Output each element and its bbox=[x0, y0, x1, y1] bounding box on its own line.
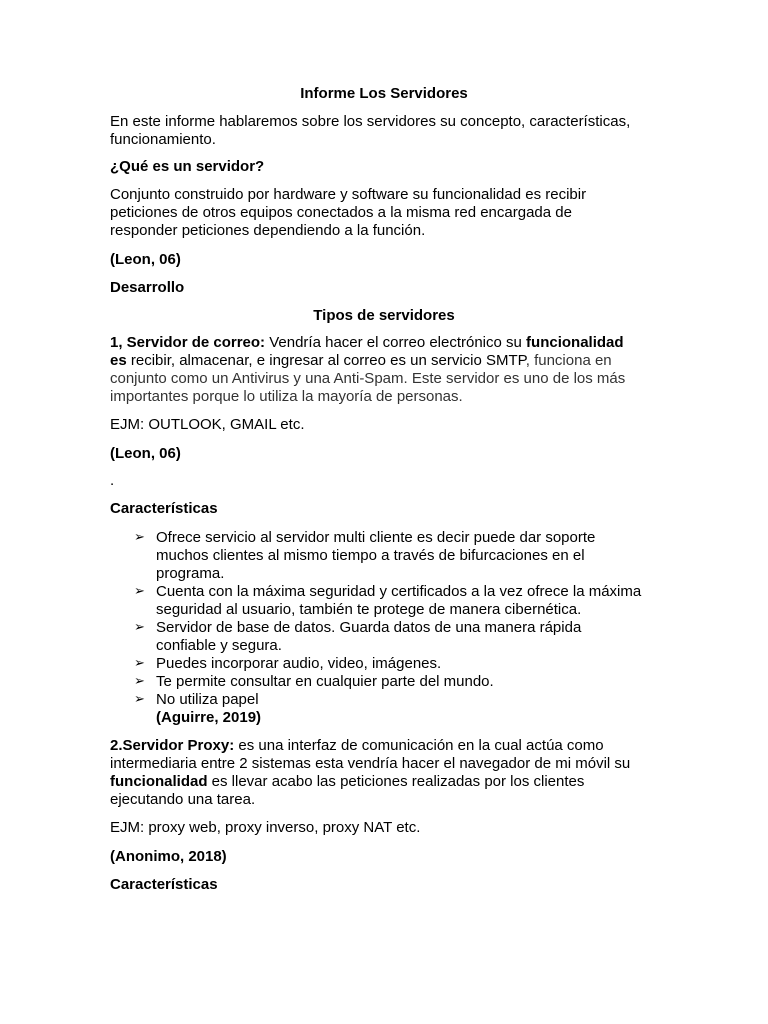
correo-text-2b: , funciona en bbox=[525, 352, 612, 369]
bullet-2-line-2: seguridad al usuario, también te protege de manera cibernética. bbox=[156, 601, 582, 618]
bullet-arrow-icon: ➢ bbox=[134, 583, 145, 598]
correo-line-4: importantes porque lo utiliza la mayoría de personas. bbox=[110, 388, 463, 405]
citation-anonimo: (Anonimo, 2018) bbox=[110, 848, 227, 865]
bullet-6-line-1: No utiliza papel bbox=[156, 691, 259, 708]
proxy-line-1 bbox=[110, 737, 604, 755]
characteristics-heading-2: Características bbox=[110, 876, 218, 893]
bullet-arrow-icon: ➢ bbox=[134, 655, 145, 670]
correo-line-2 bbox=[110, 352, 612, 370]
proxy-line-3 bbox=[110, 773, 584, 791]
proxy-line-2: intermediaria entre 2 sistemas esta vendría hacer el navegador de mi móvil su bbox=[110, 755, 631, 772]
correo-line-1 bbox=[110, 334, 624, 352]
bullet-arrow-icon: ➢ bbox=[134, 691, 145, 706]
characteristics-heading-1: Características bbox=[110, 500, 218, 517]
citation-aguirre: (Aguirre, 2019) bbox=[156, 709, 262, 726]
citation-leon-1: (Leon, 06) bbox=[110, 251, 181, 268]
stray-dot: . bbox=[110, 472, 115, 489]
section-heading-tipos: Tipos de servidores bbox=[313, 307, 455, 324]
bullet-1-line-3: programa. bbox=[156, 565, 225, 582]
bullet-1-line-2: muchos clientes al mismo tiempo a través de bifurcaciones en el bbox=[156, 547, 585, 564]
proxy-line-4: ejecutando una tarea. bbox=[110, 791, 256, 808]
correo-bold-2: es bbox=[110, 352, 127, 369]
bullet-1-line-1: Ofrece servicio al servidor multi cliente es decir puede dar soporte bbox=[156, 529, 596, 546]
correo-example: EJM: OUTLOOK, GMAIL etc. bbox=[110, 416, 305, 433]
bullet-arrow-icon: ➢ bbox=[134, 619, 145, 634]
correo-bold-1: funcionalidad bbox=[526, 334, 624, 351]
citation-leon-2: (Leon, 06) bbox=[110, 445, 181, 462]
section-heading-desarrollo: Desarrollo bbox=[110, 279, 185, 296]
proxy-example: EJM: proxy web, proxy inverso, proxy NAT etc. bbox=[110, 819, 421, 836]
proxy-text-3: es llevar acabo las peticiones realizadas por los clientes bbox=[207, 773, 585, 790]
definition-line-2: peticiones de otros equipos conectados a la misma red encargada de bbox=[110, 204, 572, 221]
document-title: Informe Los Servidores bbox=[300, 85, 468, 102]
bullet-2-line-1: Cuenta con la máxima seguridad y certificados a la vez ofrece la máxima bbox=[156, 583, 642, 600]
bullet-arrow-icon: ➢ bbox=[134, 673, 145, 688]
question-heading: ¿Qué es un servidor? bbox=[110, 158, 265, 175]
bullet-5-line-1: Te permite consultar en cualquier parte del mundo. bbox=[156, 673, 494, 690]
proxy-text-1: es una interfaz de comunicación en la cual actúa como bbox=[234, 737, 604, 754]
intro-line-2: funcionamiento. bbox=[110, 131, 216, 148]
definition-line-3: responder peticiones dependiendo a la función. bbox=[110, 222, 426, 239]
correo-text-2: recibir, almacenar, e ingresar al correo es un servicio SMTP bbox=[126, 352, 526, 369]
bullet-3-line-1: Servidor de base de datos. Guarda datos de una manera rápida bbox=[156, 619, 582, 636]
bullet-3-line-2: confiable y segura. bbox=[156, 637, 282, 654]
bullet-arrow-icon: ➢ bbox=[134, 529, 145, 544]
intro-line-1: En este informe hablaremos sobre los servidores su concepto, características, bbox=[110, 113, 631, 130]
bullet-4-line-1: Puedes incorporar audio, video, imágenes. bbox=[156, 655, 442, 672]
correo-label: 1, Servidor de correo: bbox=[110, 334, 266, 351]
definition-line-1: Conjunto construido por hardware y software su funcionalidad es recibir bbox=[110, 186, 587, 203]
correo-line-3: conjunto como un Antivirus y una Anti-Spam. Este servidor es uno de los más bbox=[110, 370, 626, 387]
proxy-label: 2.Servidor Proxy: bbox=[110, 737, 235, 754]
correo-text-1: Vendría hacer el correo electrónico su bbox=[265, 334, 527, 351]
proxy-bold: funcionalidad bbox=[110, 773, 208, 790]
